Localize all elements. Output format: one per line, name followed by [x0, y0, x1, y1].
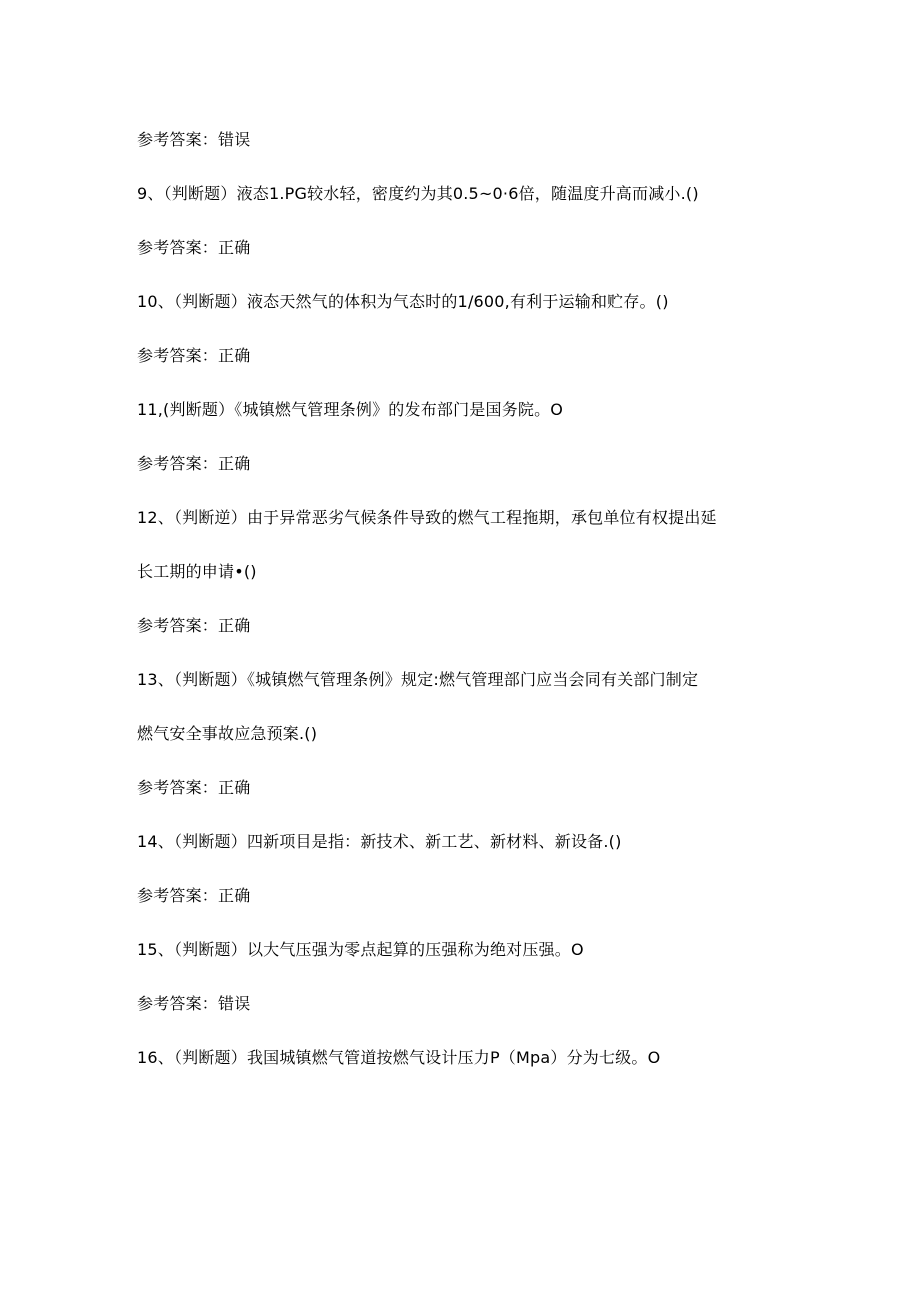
- answer-line: 参考答案：正确: [137, 238, 251, 257]
- answer-line: 参考答案：正确: [137, 616, 251, 635]
- question-13: 13、（判断题）《城镇燃气管理条例》规定:燃气管理部门应当会同有关部门制定: [137, 670, 699, 689]
- question-15: 15、（判断题）以大气压强为零点起算的压强称为绝对压强。O: [137, 940, 584, 959]
- answer-line: 参考答案：正确: [137, 778, 251, 797]
- answer-line: 参考答案：正确: [137, 454, 251, 473]
- answer-line: 参考答案：错误: [137, 994, 251, 1013]
- answer-line: 参考答案：错误: [137, 130, 251, 149]
- question-12: 12、（判断逆）由于异常恶劣气候条件导致的燃气工程拖期，承包单位有权提出延: [137, 508, 717, 527]
- question-13-continued: 燃气安全事故应急预案.(): [137, 724, 318, 743]
- question-11: 11,(判断题）《城镇燃气管理条例》的发布部门是国务院。O: [137, 400, 564, 419]
- answer-line: 参考答案：正确: [137, 346, 251, 365]
- question-16: 16、（判断题）我国城镇燃气管道按燃气设计压力P（Mpa）分为七级。O: [137, 1048, 661, 1067]
- question-12-continued: 长工期的申请•(): [137, 562, 257, 581]
- question-14: 14、（判断题）四新项目是指：新技术、新工艺、新材料、新设备.(): [137, 832, 622, 851]
- question-10: 10、（判断题）液态天然气的体积为气态时的1/600,有利于运输和贮存。(): [137, 292, 669, 311]
- question-9: 9、（判断题）液态1.PG较水轻，密度约为其0.5~0·6倍，随温度升高而减小.(): [137, 184, 699, 203]
- answer-line: 参考答案：正确: [137, 886, 251, 905]
